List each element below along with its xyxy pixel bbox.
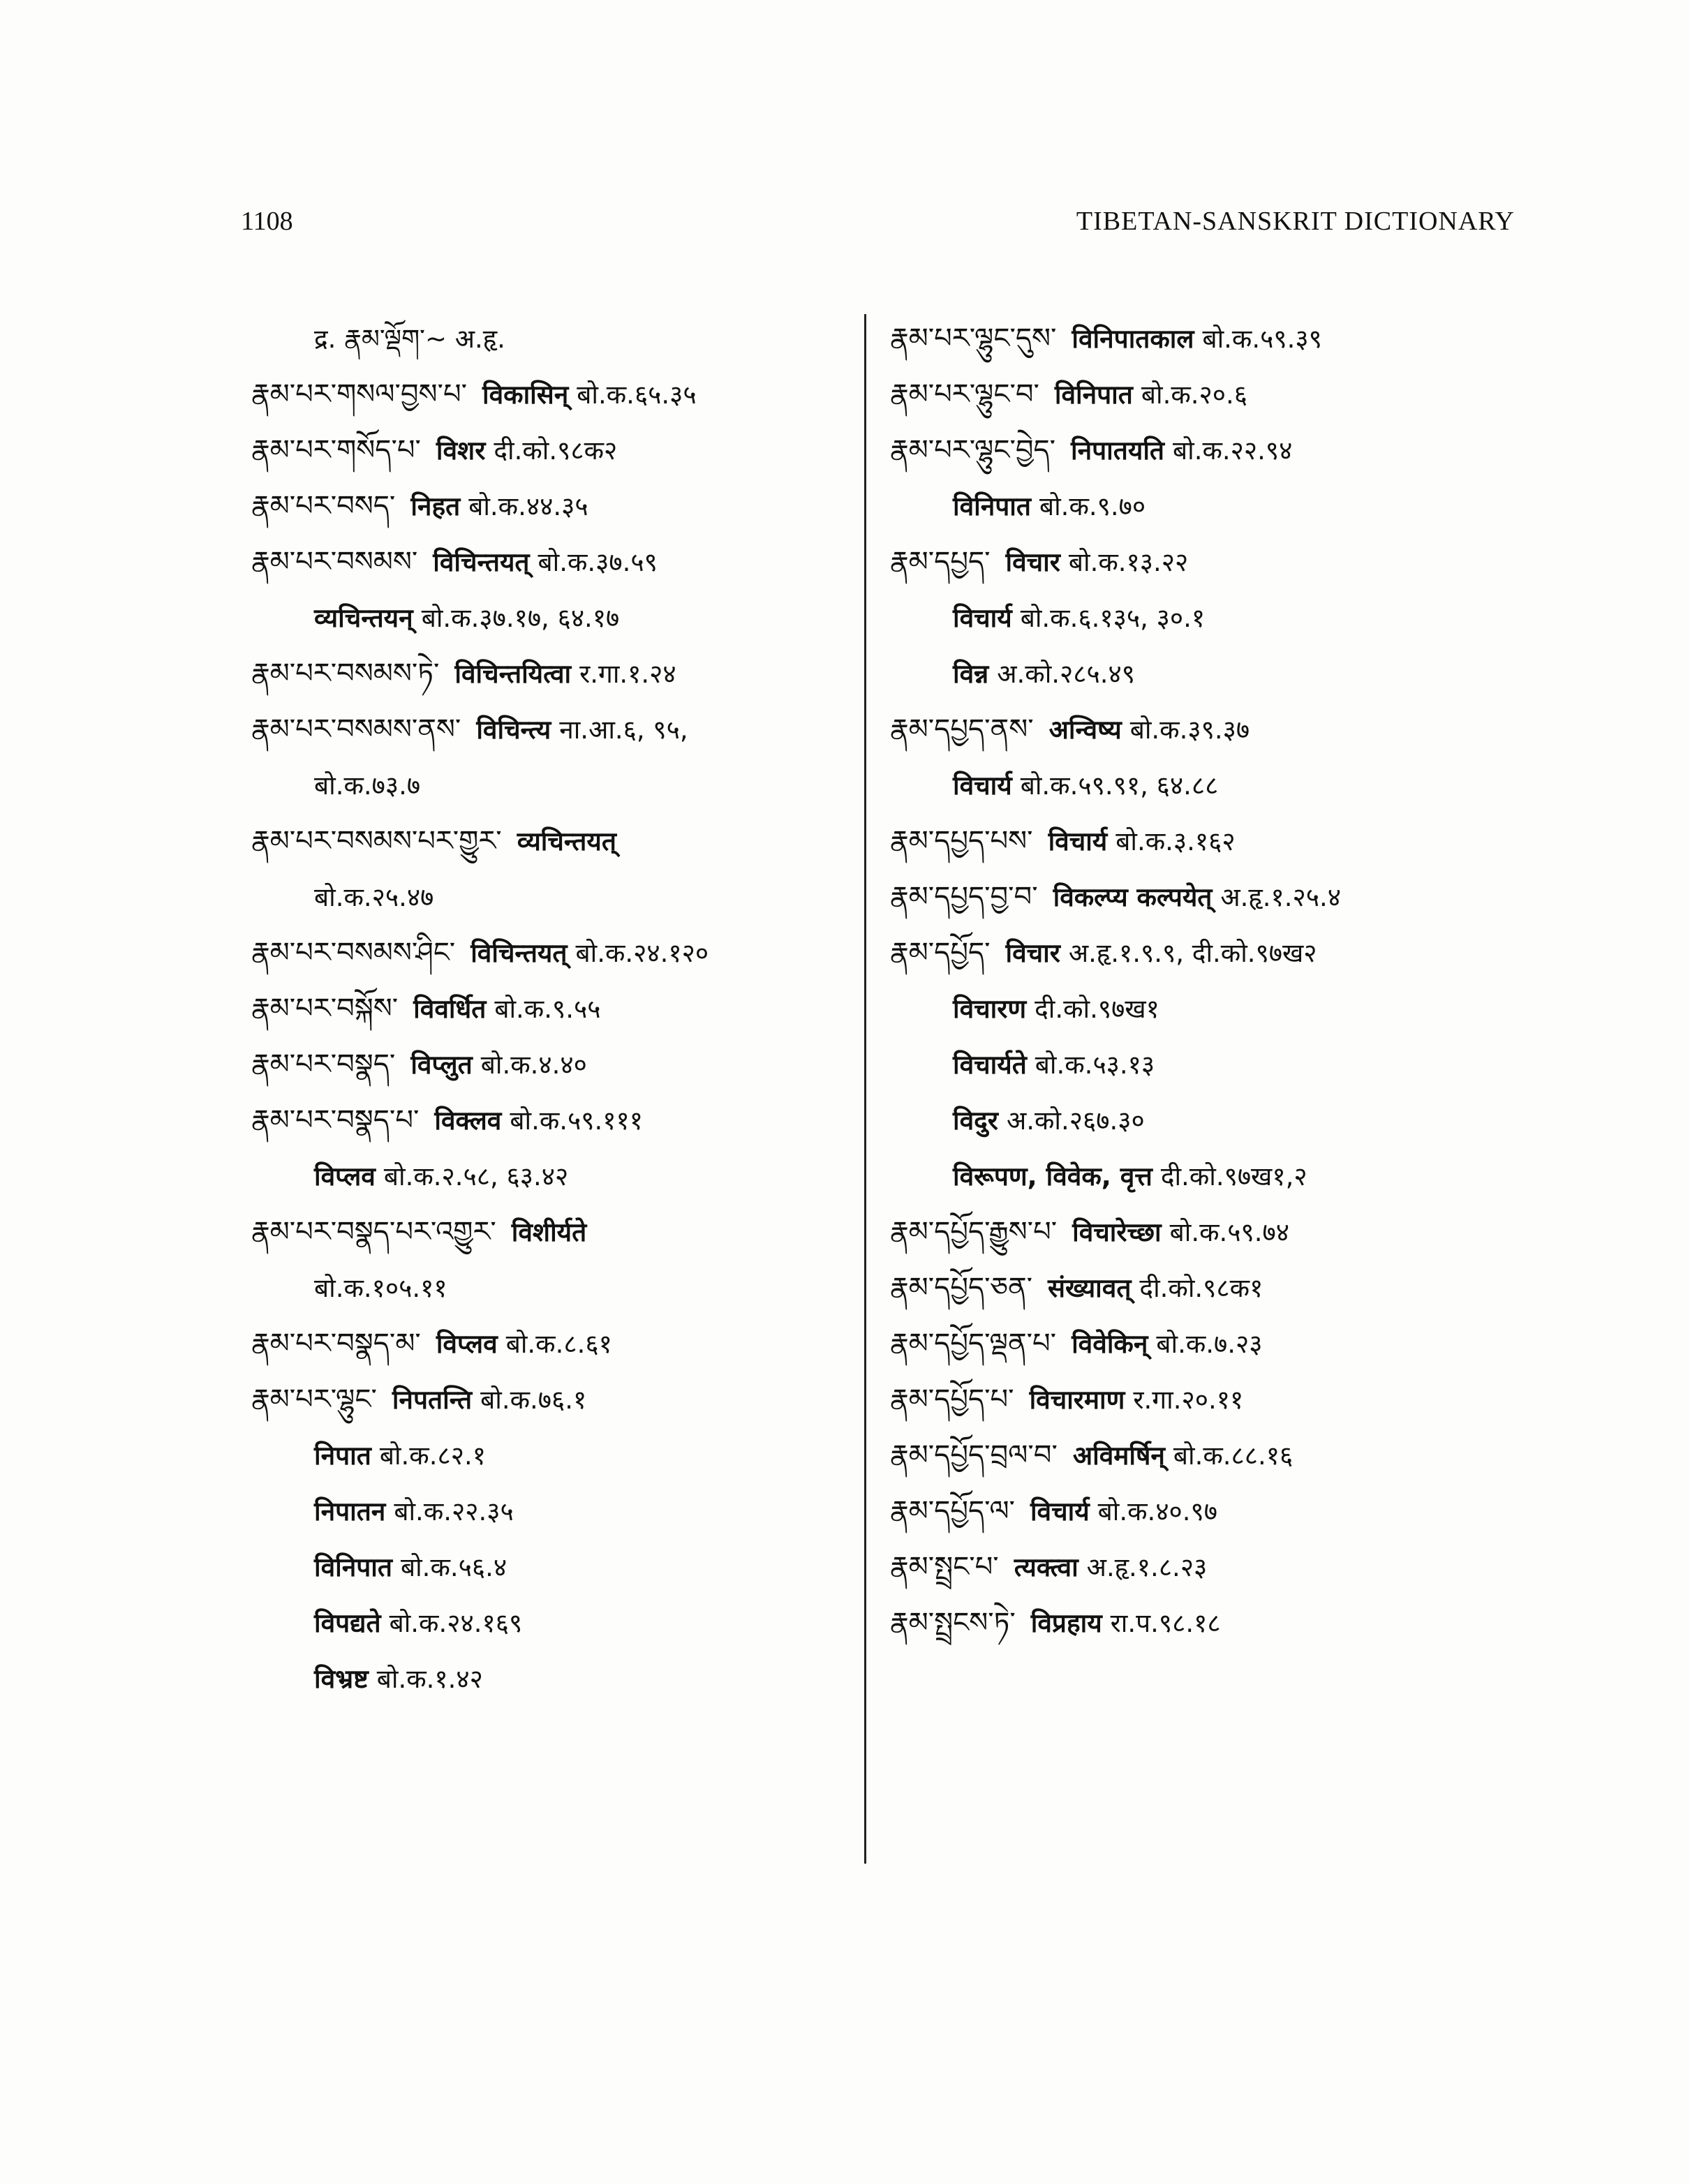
source-reference: बो.क.३.१६२ xyxy=(1115,826,1236,856)
tibetan-headword: རྣམ་པར་གསོད་པ་ xyxy=(251,434,421,466)
source-reference: दी.को.९७ख१ xyxy=(1035,994,1159,1024)
dictionary-entry xyxy=(890,1539,1518,1595)
tibetan-headword: རྣམ་སྤྲང་པ་ xyxy=(890,1551,999,1583)
dictionary-subentry xyxy=(890,1037,1518,1092)
source-reference: बो.क.३९.३७ xyxy=(1129,715,1250,745)
tibetan-headword: རྣམ་པར་བསམས་ཏེ་ xyxy=(251,658,440,690)
sanskrit-equivalent: विचारेच्छा xyxy=(1072,1217,1162,1247)
page-header xyxy=(0,206,1690,248)
sanskrit-equivalent: विरूपण, विवेक, वृत्त xyxy=(953,1161,1152,1191)
sanskrit-equivalent: विप्लव xyxy=(314,1161,376,1191)
dictionary-subentry xyxy=(890,646,1518,701)
source-reference: दी.को.९७ख१,२ xyxy=(1160,1161,1307,1191)
source-reference: बो.क.१३.२२ xyxy=(1068,547,1189,577)
sanskrit-equivalent: विचिन्तयत् xyxy=(470,938,568,968)
dictionary-entry xyxy=(890,1316,1518,1372)
tibetan-headword: རྣམ་པར་ལྷུང་ xyxy=(251,1383,377,1416)
dictionary-entry xyxy=(251,366,859,422)
sanskrit-equivalent: व्यचिन्तयन् xyxy=(314,603,413,633)
source-reference: अ.को.२८५.४९ xyxy=(997,659,1136,689)
sanskrit-equivalent: निपतन्ति xyxy=(392,1385,473,1415)
source-reference: अ.हृ.१.२५.४ xyxy=(1220,882,1342,912)
source-reference: बो.क.३७.१७, ६४.१७ xyxy=(421,603,620,633)
dictionary-entry xyxy=(890,813,1518,869)
dictionary-entry xyxy=(890,311,1518,366)
source-reference: बो.क.७.२३ xyxy=(1156,1329,1263,1359)
dictionary-entry xyxy=(890,925,1518,981)
dictionary-subentry xyxy=(251,1148,859,1204)
tibetan-headword: རྣམ་པར་གསལ་བྱས་པ་ xyxy=(251,378,467,410)
source-reference: बो.क.२०.६ xyxy=(1141,380,1247,410)
tibetan-headword: རྣམ་དཔྱོད་རྒྱུས་པ་ xyxy=(890,1216,1058,1248)
dictionary-subentry xyxy=(251,1651,859,1707)
tibetan-headword: རྣམ་པར་ལྷུང་བ་ xyxy=(890,378,1039,410)
dictionary-entry xyxy=(251,1316,859,1372)
source-reference: र.गा.१.२४ xyxy=(579,659,676,689)
source-reference: बो.क.५३.१३ xyxy=(1035,1050,1155,1080)
sanskrit-equivalent: विवेकिन् xyxy=(1072,1329,1148,1359)
sanskrit-equivalent: विपद्यते xyxy=(314,1608,381,1638)
source-reference: ना.आ.६, ९५, xyxy=(559,715,688,745)
dictionary-subentry xyxy=(251,869,859,925)
source-reference: बो.क.९.५५ xyxy=(494,994,601,1024)
tibetan-headword: རྣམ་དཔྱོད་ xyxy=(890,937,991,969)
dictionary-entry xyxy=(890,1372,1518,1427)
source-reference: बो.क.४.४० xyxy=(480,1050,587,1080)
dictionary-entry xyxy=(251,813,859,869)
source-reference: बो.क.२२.९४ xyxy=(1173,436,1293,466)
tibetan-headword: རྣམ་པར་བསྣད་པ་ xyxy=(251,1104,420,1136)
sanskrit-equivalent: विचार्य xyxy=(953,771,1012,801)
tibetan-headword: རྣམ་པར་ལྷུང་བྱེད་ xyxy=(890,434,1056,466)
source-reference: बो.क.५९.३९ xyxy=(1202,324,1322,354)
source-reference: बो.क.५९.९१, ६४.८८ xyxy=(1020,771,1219,801)
sanskrit-equivalent: विकासिन् xyxy=(482,380,569,410)
sanskrit-equivalent: निपातन xyxy=(314,1496,386,1526)
dictionary-entry xyxy=(251,1037,859,1092)
sanskrit-equivalent: विभ्रष्ट xyxy=(314,1664,369,1694)
sanskrit-equivalent: विप्लव xyxy=(436,1329,498,1359)
sanskrit-equivalent: विचारण xyxy=(953,994,1027,1024)
source-reference: अ.हृ.१.८.२३ xyxy=(1086,1552,1208,1582)
sanskrit-equivalent: विचिन्त्य xyxy=(476,715,551,745)
tibetan-headword: རྣམ་དཔྱོད་ལྡན་པ་ xyxy=(890,1328,1057,1360)
sanskrit-equivalent: विचार्य xyxy=(1030,1496,1090,1526)
sanskrit-equivalent: विचार्यते xyxy=(953,1050,1027,1080)
tibetan-headword: རྣམ་དཔྱོད་བྲལ་བ་ xyxy=(890,1439,1058,1471)
source-reference: दी.को.९८क२ xyxy=(494,436,618,466)
dictionary-subentry xyxy=(251,1539,859,1595)
dictionary-subentry xyxy=(251,311,859,366)
dictionary-subentry xyxy=(251,757,859,813)
source-reference: बो.क.२२.३५ xyxy=(394,1496,514,1526)
sanskrit-equivalent: विचिन्तयत् xyxy=(433,547,530,577)
sanskrit-equivalent: संख्यावत् xyxy=(1048,1273,1132,1303)
dictionary-subentry xyxy=(890,757,1518,813)
source-reference: बो.क.६५.३५ xyxy=(577,380,697,410)
sanskrit-equivalent: निहत xyxy=(410,491,461,521)
sanskrit-equivalent: विप्लुत xyxy=(410,1050,473,1080)
sanskrit-equivalent: विचिन्तयित्वा xyxy=(454,659,572,689)
tibetan-headword: རྣམ་པར་བསྐོས་ xyxy=(251,993,399,1025)
source-reference: बो.क.२४.१२० xyxy=(575,938,709,968)
dictionary-entry xyxy=(251,1204,859,1260)
sanskrit-equivalent: विकल्प्य कल्पयेत् xyxy=(1053,882,1213,912)
dictionary-entry xyxy=(251,646,859,701)
source-reference: अ.को.२६७.३० xyxy=(1006,1106,1145,1136)
dictionary-subentry xyxy=(251,1483,859,1539)
tibetan-headword: རྣམ་པར་བསྣད་ xyxy=(251,1048,396,1080)
source-reference: बो.क.३७.५९ xyxy=(538,547,658,577)
sanskrit-equivalent: विचार xyxy=(1005,938,1060,968)
source-reference: बो.क.२४.१६९ xyxy=(389,1608,523,1638)
dictionary-entry xyxy=(890,366,1518,422)
source-reference: बो.क.१०५.११ xyxy=(314,1273,447,1303)
source-reference: रा.प.९८.१८ xyxy=(1110,1608,1221,1638)
sanskrit-equivalent: विशीर्यते xyxy=(511,1217,587,1247)
tibetan-headword: རྣམ་དཔྱོད་ཅན་ xyxy=(890,1272,1033,1304)
source-reference: बो.क.९.७० xyxy=(1039,491,1146,521)
dictionary-subentry xyxy=(251,590,859,646)
sanskrit-equivalent: विनिपात xyxy=(314,1552,392,1582)
sanskrit-equivalent: विनिपातकाल xyxy=(1072,324,1194,354)
tibetan-headword: རྣམ་དཔྱད་བྱ་བ་ xyxy=(890,881,1038,913)
dictionary-subentry xyxy=(890,981,1518,1037)
right-column xyxy=(890,311,1518,1651)
running-head: TIBETAN-SANSKRIT DICTIONARY xyxy=(1076,207,1515,236)
sanskrit-equivalent: अविमर्षिन् xyxy=(1072,1441,1165,1471)
sanskrit-equivalent: विनिपात xyxy=(953,491,1031,521)
sanskrit-equivalent: विप्रहाय xyxy=(1030,1608,1102,1638)
source-reference: बो.क.४४.३५ xyxy=(468,491,588,521)
tibetan-headword: རྣམ་པར་བསད་ xyxy=(251,490,396,522)
dictionary-subentry xyxy=(890,478,1518,534)
dictionary-entry xyxy=(890,422,1518,478)
tibetan-headword: རྣམ་དཔྱད་ནས་ xyxy=(890,713,1034,745)
source-reference: अ.हृ.१.९.९, दी.को.९७ख२ xyxy=(1068,938,1317,968)
dictionary-entry xyxy=(251,534,859,590)
tibetan-headword: རྣམ་པར་བསྣད་མ་ xyxy=(251,1328,421,1360)
tibetan-headword: རྣམ་པར་བསམས་ xyxy=(251,546,418,578)
sanskrit-equivalent: अन्विष्य xyxy=(1048,715,1122,745)
tibetan-headword: རྣམ་དཔྱོད་ལ་ xyxy=(890,1495,1015,1527)
source-reference: बो.क.७६.१ xyxy=(480,1385,587,1415)
source-reference: बो.क.२.५८, ६३.४२ xyxy=(383,1161,569,1191)
dictionary-entry xyxy=(890,534,1518,590)
source-reference: दी.को.९८क१ xyxy=(1139,1273,1263,1303)
source-reference: बो.क.६.१३५, ३०.१ xyxy=(1020,603,1206,633)
dictionary-entry xyxy=(251,478,859,534)
source-reference: बो.क.२५.४७ xyxy=(314,882,434,912)
dictionary-entry xyxy=(251,925,859,981)
dictionary-entry xyxy=(251,701,859,757)
source-reference: बो.क.४०.९७ xyxy=(1097,1496,1218,1526)
sanskrit-equivalent: विक्लव xyxy=(434,1106,502,1136)
page-number: 1108 xyxy=(241,207,293,236)
tibetan-headword: རྣམ་པར་ལྷུང་དུས་ xyxy=(890,322,1057,355)
source-reference: बो.क.५९.१११ xyxy=(510,1106,643,1136)
tibetan-headword: རྣམ་པར་བསམས་ནས་ xyxy=(251,713,461,745)
source-reference: बो.क.८२.१ xyxy=(379,1441,486,1471)
sanskrit-equivalent: विशर xyxy=(436,436,486,466)
sanskrit-equivalent: निपात xyxy=(314,1441,371,1471)
tibetan-headword: རྣམ་དཔྱད་ xyxy=(890,546,991,578)
sanskrit-equivalent: निपातयति xyxy=(1071,436,1164,466)
sanskrit-equivalent: विन्न xyxy=(953,659,989,689)
tibetan-headword: རྣམ་དཔྱད་པས་ xyxy=(890,825,1033,857)
tibetan-headword: རྣམ་དཔྱོད་པ་ xyxy=(890,1383,1014,1416)
tibetan-headword: རྣམ་པར་བསམས་ཤིང་ xyxy=(251,937,456,969)
dictionary-entry xyxy=(890,1260,1518,1316)
sanskrit-equivalent: विवर्धित xyxy=(413,994,487,1024)
sanskrit-equivalent: विनिपात xyxy=(1054,380,1133,410)
sanskrit-equivalent: व्यचिन्तयत् xyxy=(517,826,616,856)
dictionary-entry xyxy=(890,1483,1518,1539)
dictionary-entry xyxy=(890,869,1518,925)
dictionary-subentry xyxy=(251,1260,859,1316)
sanskrit-equivalent: त्यक्त्वा xyxy=(1014,1552,1079,1582)
source-reference: बो.क.८८.१६ xyxy=(1173,1441,1294,1471)
sanskrit-equivalent: विचार्य xyxy=(1048,826,1108,856)
source-reference: र.गा.२०.११ xyxy=(1133,1385,1244,1415)
dictionary-entry xyxy=(251,1092,859,1148)
source-reference: बो.क.८.६१ xyxy=(505,1329,612,1359)
dictionary-entry xyxy=(890,1427,1518,1483)
sanskrit-equivalent: विचार्य xyxy=(953,603,1012,633)
tibetan-headword: རྣམ་སྤྲངས་ཏེ་ xyxy=(890,1607,1016,1639)
source-reference: बो.क.५९.७४ xyxy=(1169,1217,1290,1247)
dictionary-entry xyxy=(251,422,859,478)
dictionary-entry xyxy=(890,1595,1518,1651)
dictionary-subentry xyxy=(890,1148,1518,1204)
dictionary-entry xyxy=(251,1372,859,1427)
dictionary-entry xyxy=(251,981,859,1037)
column-divider xyxy=(864,314,866,1864)
dictionary-subentry xyxy=(251,1595,859,1651)
source-reference: बो.क.५६.४ xyxy=(400,1552,507,1582)
left-column xyxy=(251,311,859,1707)
dictionary-entry xyxy=(890,1204,1518,1260)
source-reference: बो.क.१.४२ xyxy=(376,1664,483,1694)
dictionary-subentry xyxy=(251,1427,859,1483)
sanskrit-equivalent: विचारमाण xyxy=(1029,1385,1125,1415)
sanskrit-equivalent: विदुर xyxy=(953,1106,998,1136)
dictionary-entry xyxy=(890,701,1518,757)
source-reference: द्र. རྣམ་ལྡོག་~ अ.हृ. xyxy=(314,324,505,354)
dictionary-subentry xyxy=(890,590,1518,646)
tibetan-headword: རྣམ་པར་བསྣད་པར་འགྱུར་ xyxy=(251,1216,496,1248)
source-reference: बो.क.७३.७ xyxy=(314,771,421,801)
tibetan-headword: རྣམ་པར་བསམས་པར་གྱུར་ xyxy=(251,825,502,857)
dictionary-subentry xyxy=(890,1092,1518,1148)
sanskrit-equivalent: विचार xyxy=(1005,547,1060,577)
